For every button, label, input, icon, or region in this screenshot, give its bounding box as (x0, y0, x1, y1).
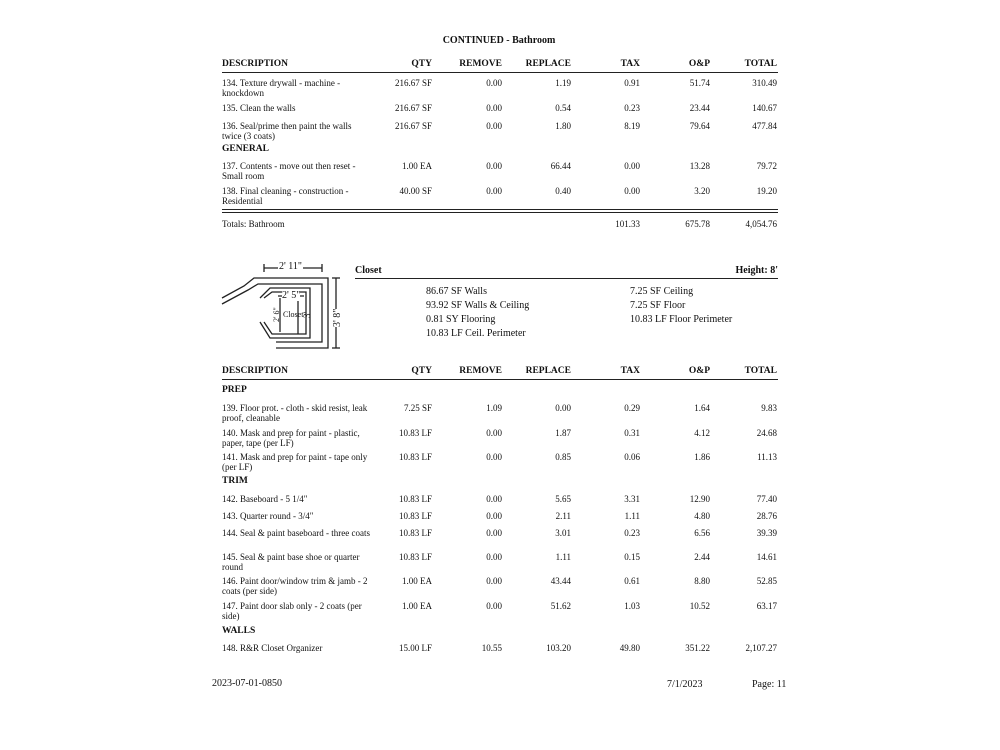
row-replace: 0.85 (555, 452, 571, 462)
row-remove: 0.00 (486, 428, 502, 438)
footer-date: 7/1/2023 (667, 679, 703, 690)
sketch-label-inner-top: 2' 5" (282, 290, 301, 301)
row-replace: 1.80 (555, 121, 571, 131)
row-total: 28.76 (756, 511, 777, 521)
totals-label: Totals: Bathroom (222, 219, 285, 229)
row-description: 135. Clean the walls (222, 103, 296, 113)
col-tax-2: TAX (620, 366, 640, 376)
measurement-right: 7.25 SF Ceiling (630, 286, 694, 297)
room-height: Height: 8' (735, 265, 778, 276)
row-description: 148. R&R Closet Organizer (222, 643, 323, 653)
totals-op: 675.78 (685, 219, 710, 229)
row-replace: 0.54 (555, 103, 571, 113)
row-total: 2,107.27 (745, 643, 777, 653)
row-qty: 40.00 SF (399, 186, 432, 196)
col-remove-2: REMOVE (459, 366, 502, 376)
row-total: 79.72 (756, 161, 777, 171)
sketch-label-center: Closet (283, 310, 304, 319)
section-header: WALLS (222, 626, 256, 636)
row-op: 3.20 (694, 186, 710, 196)
row-tax: 0.23 (624, 103, 640, 113)
row-remove: 0.00 (486, 121, 502, 131)
row-op: 51.74 (689, 78, 710, 88)
row-total: 52.85 (756, 576, 777, 586)
row-qty: 1.00 EA (402, 161, 432, 171)
row-tax: 0.29 (624, 403, 640, 413)
totals-rule-bottom (222, 212, 778, 213)
row-qty: 7.25 SF (403, 403, 432, 413)
row-tax: 3.31 (624, 494, 640, 504)
row-description: 147. Paint door slab only - 2 coats (per side) (222, 601, 362, 621)
row-total: 9.83 (761, 403, 777, 413)
row-remove: 0.00 (486, 552, 502, 562)
row-qty: 1.00 EA (402, 601, 432, 611)
row-replace: 5.65 (555, 494, 571, 504)
row-description: 138. Final cleaning - construction - Residential (222, 186, 349, 206)
row-tax: 0.06 (624, 452, 640, 462)
col-op: O&P (688, 59, 710, 69)
header-rule-2 (222, 379, 778, 380)
section-header-general: GENERAL (222, 144, 269, 154)
row-op: 4.80 (694, 511, 710, 521)
row-replace: 66.44 (550, 161, 571, 171)
footer-id: 2023-07-01-0850 (212, 678, 282, 689)
row-remove: 10.55 (481, 643, 502, 653)
totals-tax: 101.33 (615, 219, 640, 229)
footer-page: Page: 11 (752, 679, 787, 690)
row-op: 79.64 (689, 121, 710, 131)
row-remove: 0.00 (486, 452, 502, 462)
row-remove: 0.00 (486, 601, 502, 611)
row-description: 139. Floor prot. - cloth - skid resist, leak proof, cleanable (222, 403, 368, 423)
row-total: 77.40 (756, 494, 777, 504)
col-replace-2: REPLACE (525, 366, 571, 376)
row-tax: 0.61 (624, 576, 640, 586)
row-qty: 10.83 LF (398, 452, 432, 462)
measurement-right: 7.25 SF Floor (630, 300, 686, 311)
closet-floor-plan (218, 258, 348, 358)
header-rule (222, 72, 778, 73)
row-op: 10.52 (689, 601, 710, 611)
row-description: 134. Texture drywall - machine - knockdown (222, 78, 341, 98)
col-qty: QTY (411, 59, 432, 69)
col-description: DESCRIPTION (222, 59, 288, 69)
row-op: 23.44 (689, 103, 710, 113)
row-op: 4.12 (694, 428, 710, 438)
row-qty: 10.83 LF (398, 528, 432, 538)
row-op: 351.22 (685, 643, 710, 653)
totals-rule-top (222, 209, 778, 210)
page-title: CONTINUED - Bathroom (442, 35, 556, 46)
row-remove: 0.00 (486, 576, 502, 586)
row-total: 477.84 (752, 121, 777, 131)
row-tax: 8.19 (624, 121, 640, 131)
col-qty-2: QTY (411, 366, 432, 376)
col-op-2: O&P (688, 366, 710, 376)
row-qty: 10.83 LF (398, 511, 432, 521)
row-tax: 0.15 (624, 552, 640, 562)
row-tax: 0.00 (624, 161, 640, 171)
row-description: 136. Seal/prime then paint the walls twice (3 coats) (222, 121, 352, 141)
row-description: 145. Seal & paint base shoe or quarter round (222, 552, 360, 572)
row-tax: 0.91 (624, 78, 640, 88)
measurement-left: 86.67 SF Walls (426, 286, 487, 297)
row-total: 14.61 (756, 552, 777, 562)
row-remove: 0.00 (486, 494, 502, 504)
row-description: 137. Contents - move out then reset - Small room (222, 161, 356, 181)
sketch-label-left-inner: 2' 6" (272, 307, 281, 322)
row-tax: 0.31 (624, 428, 640, 438)
row-description: 141. Mask and prep for paint - tape only (per LF) (222, 452, 368, 472)
row-op: 1.86 (694, 452, 710, 462)
row-op: 13.28 (689, 161, 710, 171)
row-total: 11.13 (757, 452, 777, 462)
section-header: PREP (222, 385, 247, 395)
sketch-label-top: 2' 11" (279, 261, 303, 272)
col-description-2: DESCRIPTION (222, 366, 288, 376)
row-replace: 1.19 (555, 78, 571, 88)
measurement-right: 10.83 LF Floor Perimeter (630, 314, 733, 325)
row-tax: 49.80 (619, 643, 640, 653)
row-total: 310.49 (752, 78, 777, 88)
col-remove: REMOVE (459, 59, 502, 69)
row-total: 24.68 (756, 428, 777, 438)
row-description: 140. Mask and prep for paint - plastic, paper, tape (per LF) (222, 428, 360, 448)
totals-total: 4,054.76 (745, 219, 777, 229)
row-remove: 0.00 (486, 161, 502, 171)
row-qty: 216.67 SF (394, 121, 432, 131)
row-total: 140.67 (752, 103, 777, 113)
row-op: 2.44 (694, 552, 710, 562)
row-remove: 1.09 (486, 403, 502, 413)
row-qty: 10.83 LF (398, 552, 432, 562)
row-total: 19.20 (756, 186, 777, 196)
row-qty: 216.67 SF (394, 78, 432, 88)
row-tax: 0.00 (624, 186, 640, 196)
row-description: 146. Paint door/window trim & jamb - 2 coats (per side) (222, 576, 368, 596)
sketch-label-right: 3' 8" (332, 308, 343, 327)
row-op: 12.90 (689, 494, 710, 504)
row-description: 143. Quarter round - 3/4" (222, 511, 314, 521)
row-tax: 1.11 (624, 511, 640, 521)
row-qty: 216.67 SF (394, 103, 432, 113)
col-total-2: TOTAL (744, 366, 777, 376)
row-replace: 0.40 (555, 186, 571, 196)
row-tax: 0.23 (624, 528, 640, 538)
row-remove: 0.00 (486, 528, 502, 538)
measurement-left: 93.92 SF Walls & Ceiling (426, 300, 530, 311)
row-replace: 103.20 (546, 643, 571, 653)
row-remove: 0.00 (486, 103, 502, 113)
measurement-left: 0.81 SY Flooring (426, 314, 496, 325)
col-tax: TAX (620, 59, 640, 69)
row-replace: 43.44 (550, 576, 571, 586)
row-replace: 51.62 (550, 601, 571, 611)
row-remove: 0.00 (486, 186, 502, 196)
room-name: Closet (355, 265, 382, 276)
row-replace: 3.01 (555, 528, 571, 538)
row-replace: 1.87 (555, 428, 571, 438)
row-total: 63.17 (756, 601, 777, 611)
sketch-label-inner-right: 3' (302, 311, 312, 318)
row-total: 39.39 (756, 528, 777, 538)
row-op: 6.56 (694, 528, 710, 538)
row-replace: 1.11 (555, 552, 571, 562)
row-description: 142. Baseboard - 5 1/4" (222, 494, 308, 504)
row-qty: 10.83 LF (398, 494, 432, 504)
room-header-rule (355, 278, 778, 279)
section-header: TRIM (222, 476, 248, 486)
row-remove: 0.00 (486, 78, 502, 88)
row-op: 8.80 (694, 576, 710, 586)
row-replace: 0.00 (555, 403, 571, 413)
row-op: 1.64 (694, 403, 710, 413)
row-tax: 1.03 (624, 601, 640, 611)
row-description: 144. Seal & paint baseboard - three coats (222, 528, 370, 538)
row-qty: 10.83 LF (398, 428, 432, 438)
row-replace: 2.11 (555, 511, 571, 521)
col-replace: REPLACE (525, 59, 571, 69)
measurement-left: 10.83 LF Ceil. Perimeter (426, 328, 526, 339)
row-qty: 1.00 EA (402, 576, 432, 586)
row-remove: 0.00 (486, 511, 502, 521)
col-total: TOTAL (744, 59, 777, 69)
row-qty: 15.00 LF (398, 643, 432, 653)
